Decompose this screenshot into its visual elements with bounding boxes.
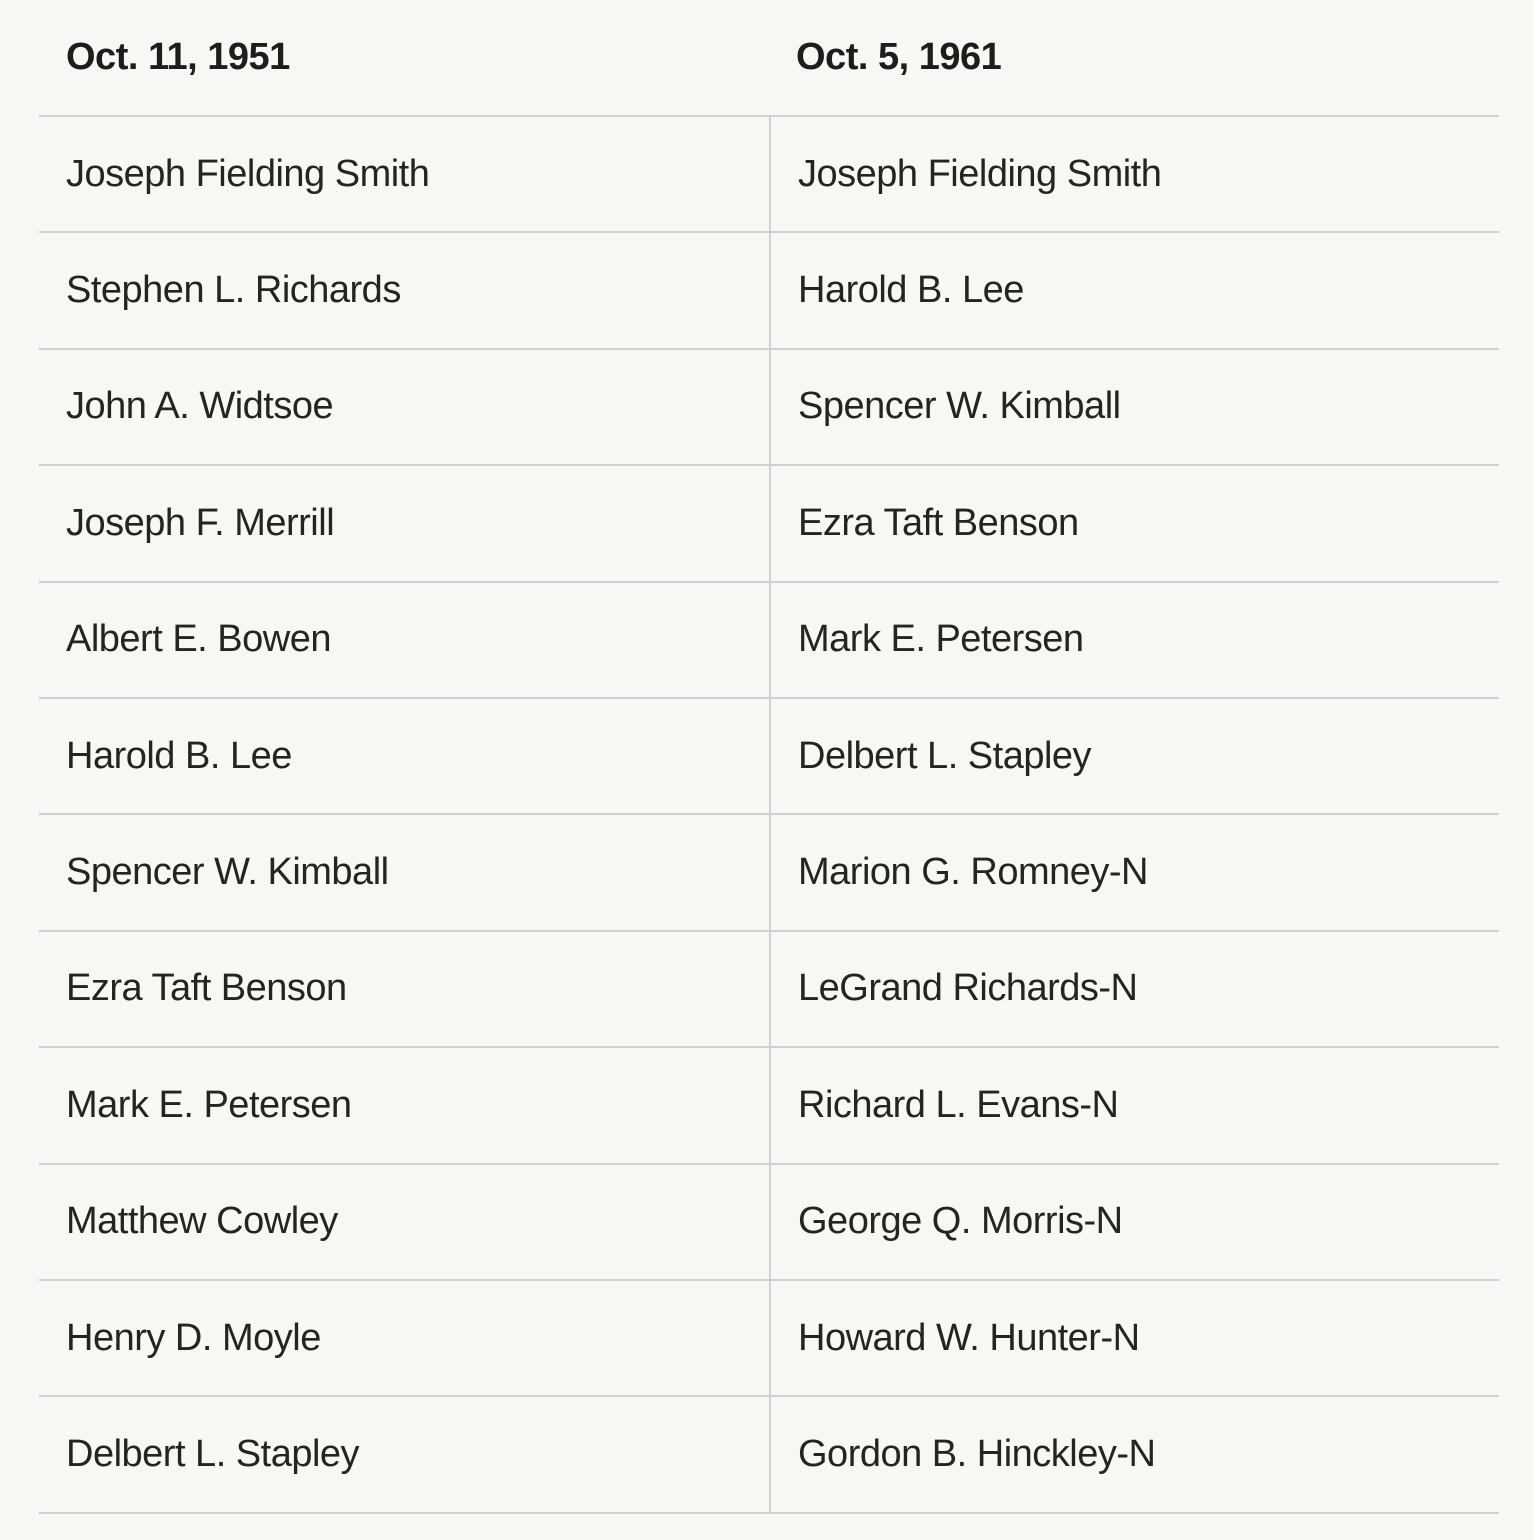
- name-cell: Delbert L. Stapley: [66, 1432, 360, 1475]
- name-cell: Ezra Taft Benson: [66, 967, 347, 1010]
- name-cell: Delbert L. Stapley: [769, 699, 1499, 813]
- name-cell: Gordon B. Hinckley-N: [769, 1397, 1499, 1511]
- name-cell: Spencer W. Kimball: [769, 350, 1499, 464]
- table-row: [39, 1395, 1499, 1513]
- name-cell: Mark E. Petersen: [66, 1083, 352, 1126]
- name-cell: Joseph Fielding Smith: [66, 152, 430, 195]
- name-cell: Mark E. Petersen: [769, 583, 1499, 697]
- table-row: [39, 697, 1499, 813]
- name-cell: LeGrand Richards-N: [769, 932, 1499, 1046]
- table-header-row: [39, 0, 1499, 115]
- name-cell: John A. Widtsoe: [66, 385, 334, 428]
- table-row: [39, 813, 1499, 929]
- name-cell: Albert E. Bowen: [66, 618, 331, 661]
- name-cell: Joseph F. Merrill: [66, 501, 335, 544]
- table-row: [39, 930, 1499, 1046]
- table-row: [39, 1163, 1499, 1279]
- name-cell: Spencer W. Kimball: [66, 851, 389, 894]
- name-cell: Howard W. Hunter-N: [769, 1281, 1499, 1395]
- name-cell: Richard L. Evans-N: [769, 1048, 1499, 1162]
- name-cell: Harold B. Lee: [66, 734, 292, 777]
- table-row: [39, 115, 1499, 231]
- name-cell: Stephen L. Richards: [66, 269, 401, 312]
- name-cell: Joseph Fielding Smith: [769, 117, 1499, 231]
- name-cell: George Q. Morris-N: [769, 1165, 1499, 1279]
- table-row: [39, 464, 1499, 580]
- table-row: [39, 231, 1499, 347]
- column-header-1951: Oct. 11, 1951: [66, 36, 290, 78]
- table-row: [39, 348, 1499, 464]
- name-cell: Harold B. Lee: [769, 233, 1499, 347]
- table-row: [39, 1046, 1499, 1162]
- name-cell: Ezra Taft Benson: [769, 466, 1499, 580]
- table-row: [39, 581, 1499, 697]
- column-header-1961: Oct. 5, 1961: [796, 36, 1002, 78]
- table-row: [39, 1279, 1499, 1395]
- apostles-roster-table: [39, 0, 1499, 1514]
- name-cell: Matthew Cowley: [66, 1200, 338, 1243]
- name-cell: Henry D. Moyle: [66, 1316, 321, 1359]
- name-cell: Marion G. Romney-N: [769, 815, 1499, 929]
